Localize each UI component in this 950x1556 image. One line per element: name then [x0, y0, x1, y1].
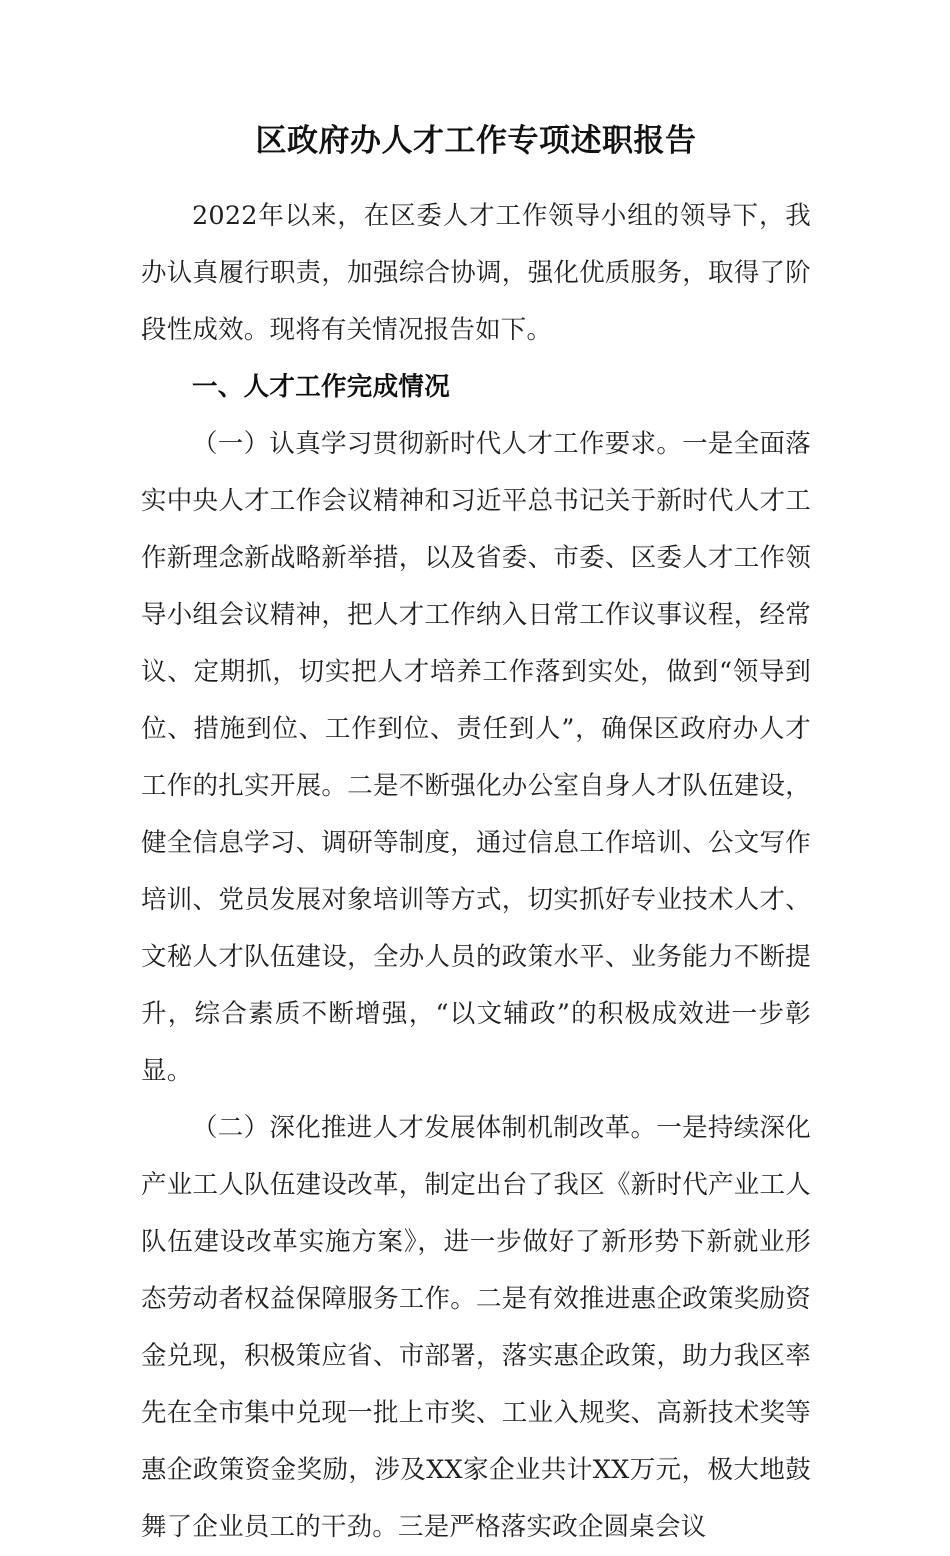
paragraph-intro: 2022年以来，在区委人才工作领导小组的领导下，我办认真履行职责，加强综合协调，强化优质服务，取得了阶段性成效。现将有关情况报告如下。 — [141, 201, 811, 345]
paragraph-item-2: （二）深化推进人才发展体制机制改革。一是持续深化产业工人队伍建设改革，制定出台了我区《新时代产业工人队伍建设改革实施方案》，进一步做好了新形势下新就业形态劳动者权益保障服务工作。二是有效推进惠企政策奖励资金兑现，积极策应省、市部署，落实惠企政策，助力我区率先在全市集中兑现一批上市奖、工业入规奖、高新技术奖等惠企政策资金奖励，涉及XX家企业共计XX万元，极大地鼓舞了企业员工的干劲。三是严格落实政企圆桌会议 — [141, 1113, 811, 1542]
paragraph-item-1: （一）认真学习贯彻新时代人才工作要求。一是全面落实中央人才工作会议精神和习近平总书记关于新时代人才工作新理念新战略新举措，以及省委、市委、区委人才工作领导小组会议精神，把人才工作纳入日常工作议事议程，经常议、定期抓，切实把人才培养工作落到实处，做到“领导到位、措施到位、工作到位、责任到人”，确保区政府办人才工作的扎实开展。二是不断强化办公室自身人才队伍建设，健全信息学习、调研等制度，通过信息工作培训、公文写作培训、党员发展对象培训等方式，切实抓好专业技术人才、文秘人才队伍建设，全办人员的政策水平、业务能力不断提升，综合素质不断增强，“以文辅政”的积极成效进一步彰显。 — [141, 429, 811, 1086]
page-title: 区政府办人才工作专项述职报告 — [255, 123, 697, 159]
document-content — [141, 0, 811, 1556]
section-heading-1: 一、人才工作完成情况 — [192, 372, 451, 402]
